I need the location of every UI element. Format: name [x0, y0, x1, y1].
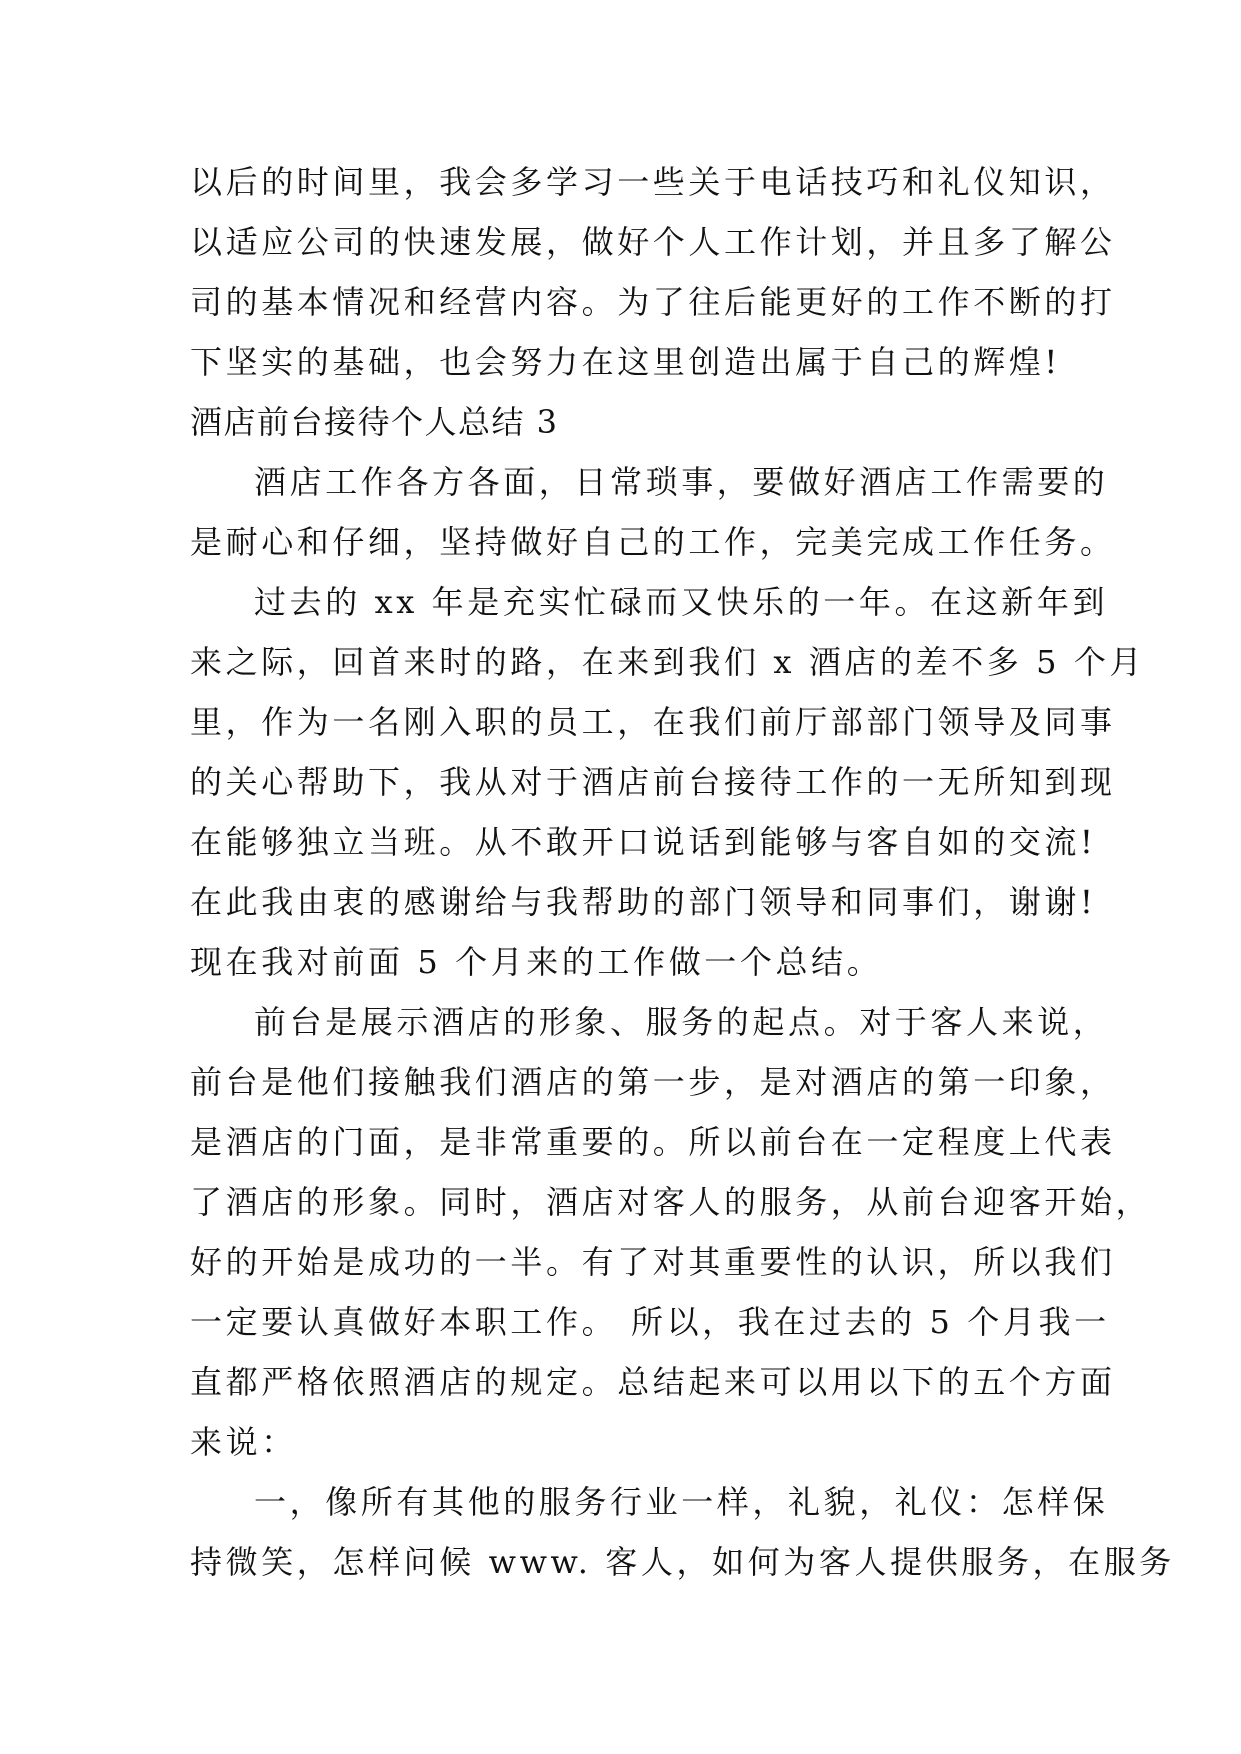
text-line: 酒店工作各方各面，日常琐事，要做好酒店工作需要的	[254, 463, 1109, 501]
intro-paragraph	[190, 152, 1116, 392]
paragraph-3	[190, 992, 1152, 1472]
document-body	[190, 152, 1175, 1592]
text-line: 一，像所有其他的服务行业一样，礼貌，礼仪：怎样保	[254, 1483, 1109, 1521]
text-line: 里，作为一名刚入职的员工，在我们前厅部部门领导及同事	[190, 703, 1116, 741]
text-line: 是酒店的门面，是非常重要的。所以前台在一定程度上代表	[190, 1123, 1116, 1161]
text-line: 以后的时间里，我会多学习一些关于电话技巧和礼仪知识，	[190, 163, 1116, 201]
text-line: 是耐心和仔细，坚持做好自己的工作，完美完成工作任务。	[190, 523, 1116, 561]
text-line: 直都严格依照酒店的规定。总结起来可以用以下的五个方面	[190, 1363, 1116, 1401]
text-line: 司的基本情况和经营内容。为了往后能更好的工作不断的打	[190, 283, 1116, 321]
paragraph-1	[190, 452, 1116, 572]
paragraph-2	[190, 572, 1146, 992]
text-line: 前台是展示酒店的形象、服务的起点。对于客人来说，	[254, 1003, 1109, 1041]
text-line: 前台是他们接触我们酒店的第一步，是对酒店的第一印象，	[190, 1063, 1116, 1101]
text-line: 的关心帮助下，我从对于酒店前台接待工作的一无所知到现	[190, 763, 1116, 801]
text-line: 以适应公司的快速发展，做好个人工作计划，并且多了解公	[190, 223, 1116, 261]
text-line: 一定要认真做好本职工作。 所以，我在过去的 5 个月我一	[190, 1303, 1110, 1341]
section-heading: 酒店前台接待个人总结 3	[190, 403, 559, 441]
paragraph-4	[190, 1472, 1175, 1592]
text-line: 好的开始是成功的一半。有了对其重要性的认识，所以我们	[190, 1243, 1116, 1281]
text-line: 现在我对前面 5 个月来的工作做一个总结。	[190, 943, 883, 981]
text-line: 在能够独立当班。从不敢开口说话到能够与客自如的交流!	[190, 823, 1097, 861]
text-line: 来之际，回首来时的路，在来到我们 x 酒店的差不多 5 个月	[190, 643, 1146, 681]
text-line: 下坚实的基础，也会努力在这里创造出属于自己的辉煌!	[190, 343, 1061, 381]
text-line: 来说：	[190, 1423, 297, 1461]
text-line: 了酒店的形象。同时，酒店对客人的服务，从前台迎客开始，	[190, 1183, 1152, 1221]
text-line: 过去的 xx 年是充实忙碌而又快乐的一年。在这新年到	[254, 583, 1109, 621]
text-line: 持微笑，怎样问候 www. 客人，如何为客人提供服务，在服务	[190, 1543, 1175, 1581]
text-line: 在此我由衷的感谢给与我帮助的部门领导和同事们，谢谢!	[190, 883, 1097, 921]
